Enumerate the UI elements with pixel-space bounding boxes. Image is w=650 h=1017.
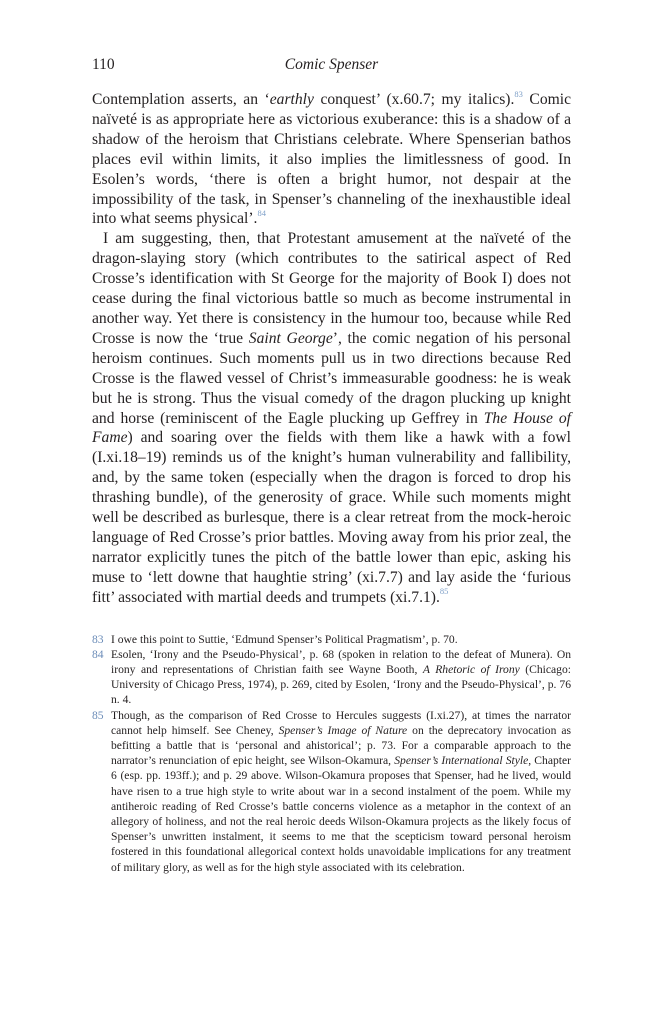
footnote-84 xyxy=(92,647,571,708)
p2-text-b: ’, the comic negation of his personal heroism continues. Such moments pull us in two directions because Red Crosse is the flawed vessel of Christ’s immeasurable goodness: he is weak but he is strong. Thus the visual comedy of the dragon plucking up knight and horse (reminiscent of the Eagle plucking up Geffrey in xyxy=(92,329,571,427)
footnote-number: 85 xyxy=(92,708,104,722)
footnote-text: I owe this point to Suttie, ‘Edmund Spenser’s Political Pragmatism’, p. 70. xyxy=(111,632,458,646)
footnote-85 xyxy=(92,708,571,875)
footnotes xyxy=(92,632,571,875)
footnote-ref-83[interactable]: 83 xyxy=(514,88,523,99)
page-number: 110 xyxy=(92,56,115,73)
p2-italic-saint-george: Saint George xyxy=(248,329,333,347)
running-head xyxy=(92,54,571,76)
footnote-text: (Chicago: University of Chicago Press, 1974), p. 269, cited by Esolen, ‘Irony and the Pseudo-Physical’, p. 76 n. 4. xyxy=(111,662,571,707)
paragraph-2 xyxy=(92,229,571,607)
footnote-italic-title: Spenser’s International Style xyxy=(394,754,529,768)
running-title: Comic Spenser xyxy=(284,56,379,73)
footnote-ref-85[interactable]: 85 xyxy=(439,586,449,597)
p1-italic-earthly: earthly xyxy=(269,91,314,108)
footnote-italic-title: A Rhetoric of Irony xyxy=(422,662,520,676)
book-page xyxy=(92,54,571,875)
footnote-text: Esolen, ‘Irony and the Pseudo-Physical’, p. 68 (spoken in relation to the defeat of Munera). On irony and representations of Christian faith see Wayne Booth, xyxy=(111,647,571,676)
paragraph-1 xyxy=(92,90,571,229)
footnote-text: Though, as the comparison of Red Crosse to Hercules suggests (I.xi.27), at times the narrator cannot help himself. See Cheney, xyxy=(111,708,571,737)
p2-text-c: ) and soaring over the fields with them like a hawk with a fowl (I.xi.18–19) reminds us of the knight’s human vulnerability and fallibility, and, by the same token (especially when the dragon is forced to drop his thrashing bundle), of the generosity of grace. While such moments might well be described as burlesque, there is a clear retreat from the mock-heroic language of Red Crosse’s prior battles. Moving away from his prior zeal, the narrator explicitly tunes the pitch of the battle lower than epic, asking his muse to ‘lett downe that haughtie string’ (xi.7.7) and lay aside the ‘furious fitt’ associated with martial deeds and trumpets (xi.7.1). xyxy=(92,429,571,606)
footnote-ref-84[interactable]: 84 xyxy=(257,208,266,219)
p1-text-a: Contemplation asserts, an ‘ xyxy=(92,91,270,108)
p1-text-c: Comic naïveté is as appropriate here as victorious exuberance: this is a shadow of a shadow of the heroism that Christians celebrate. Where Spenserian bathos places evil within limits, it also implies the limitlessness of good. In Esolen’s words, ‘there is often a bright humor, not despair at the impossibility of the task, in Spenser’s channeling of the inexhaustible ideal into what seems physical’. xyxy=(92,91,571,228)
footnote-italic-title: Spenser’s Image of Nature xyxy=(278,723,408,737)
footnote-83 xyxy=(92,632,571,647)
footnote-number: 83 xyxy=(92,632,104,646)
p1-text-b: conquest’ (x.60.7; my italics). xyxy=(313,91,515,108)
footnote-text: on the deprecatory invocation as befitting a battle that is ‘personal and ahistorical’; p. 73. For a comparable approach to the narrator’s renunciation of epic height, see Wilson-Okamura, xyxy=(111,723,571,768)
main-text xyxy=(92,90,571,608)
footnote-number: 84 xyxy=(92,647,104,661)
p2-text-a: I am suggesting, then, that Protestant amusement at the naïveté of the dragon-slaying story (which contributes to the satirical aspect of Red Crosse’s identification with St George for the majority of Book I) does not cease during the final victorious battle so much as become instrumental in another way. Yet there is consistency in the humour too, because while Red Crosse is now the ‘true xyxy=(92,230,571,347)
p2-italic-house-of-fame: The House of Fame xyxy=(92,409,571,447)
footnote-text: , Chapter 6 (esp. pp. 193ff.); and p. 29 above. Wilson-Okamura proposes that Spenser, had he lived, would have risen to a true high style to write about war in a second instalment of the poem. While my antiheroic reading of Red Crosse’s battle concerns violence as a metaphor in the context of an allegory of holiness, and not the real heroic deeds Wilson-Okamura projects as the likely focus of Spenser’s unwritten instalment, it seems to me that the scepticism toward personal heroism fostered in this foundational allegorical context holds unavoidable implications for any treatment of military glory, as well as for the high style associated with its celebration. xyxy=(111,754,571,874)
